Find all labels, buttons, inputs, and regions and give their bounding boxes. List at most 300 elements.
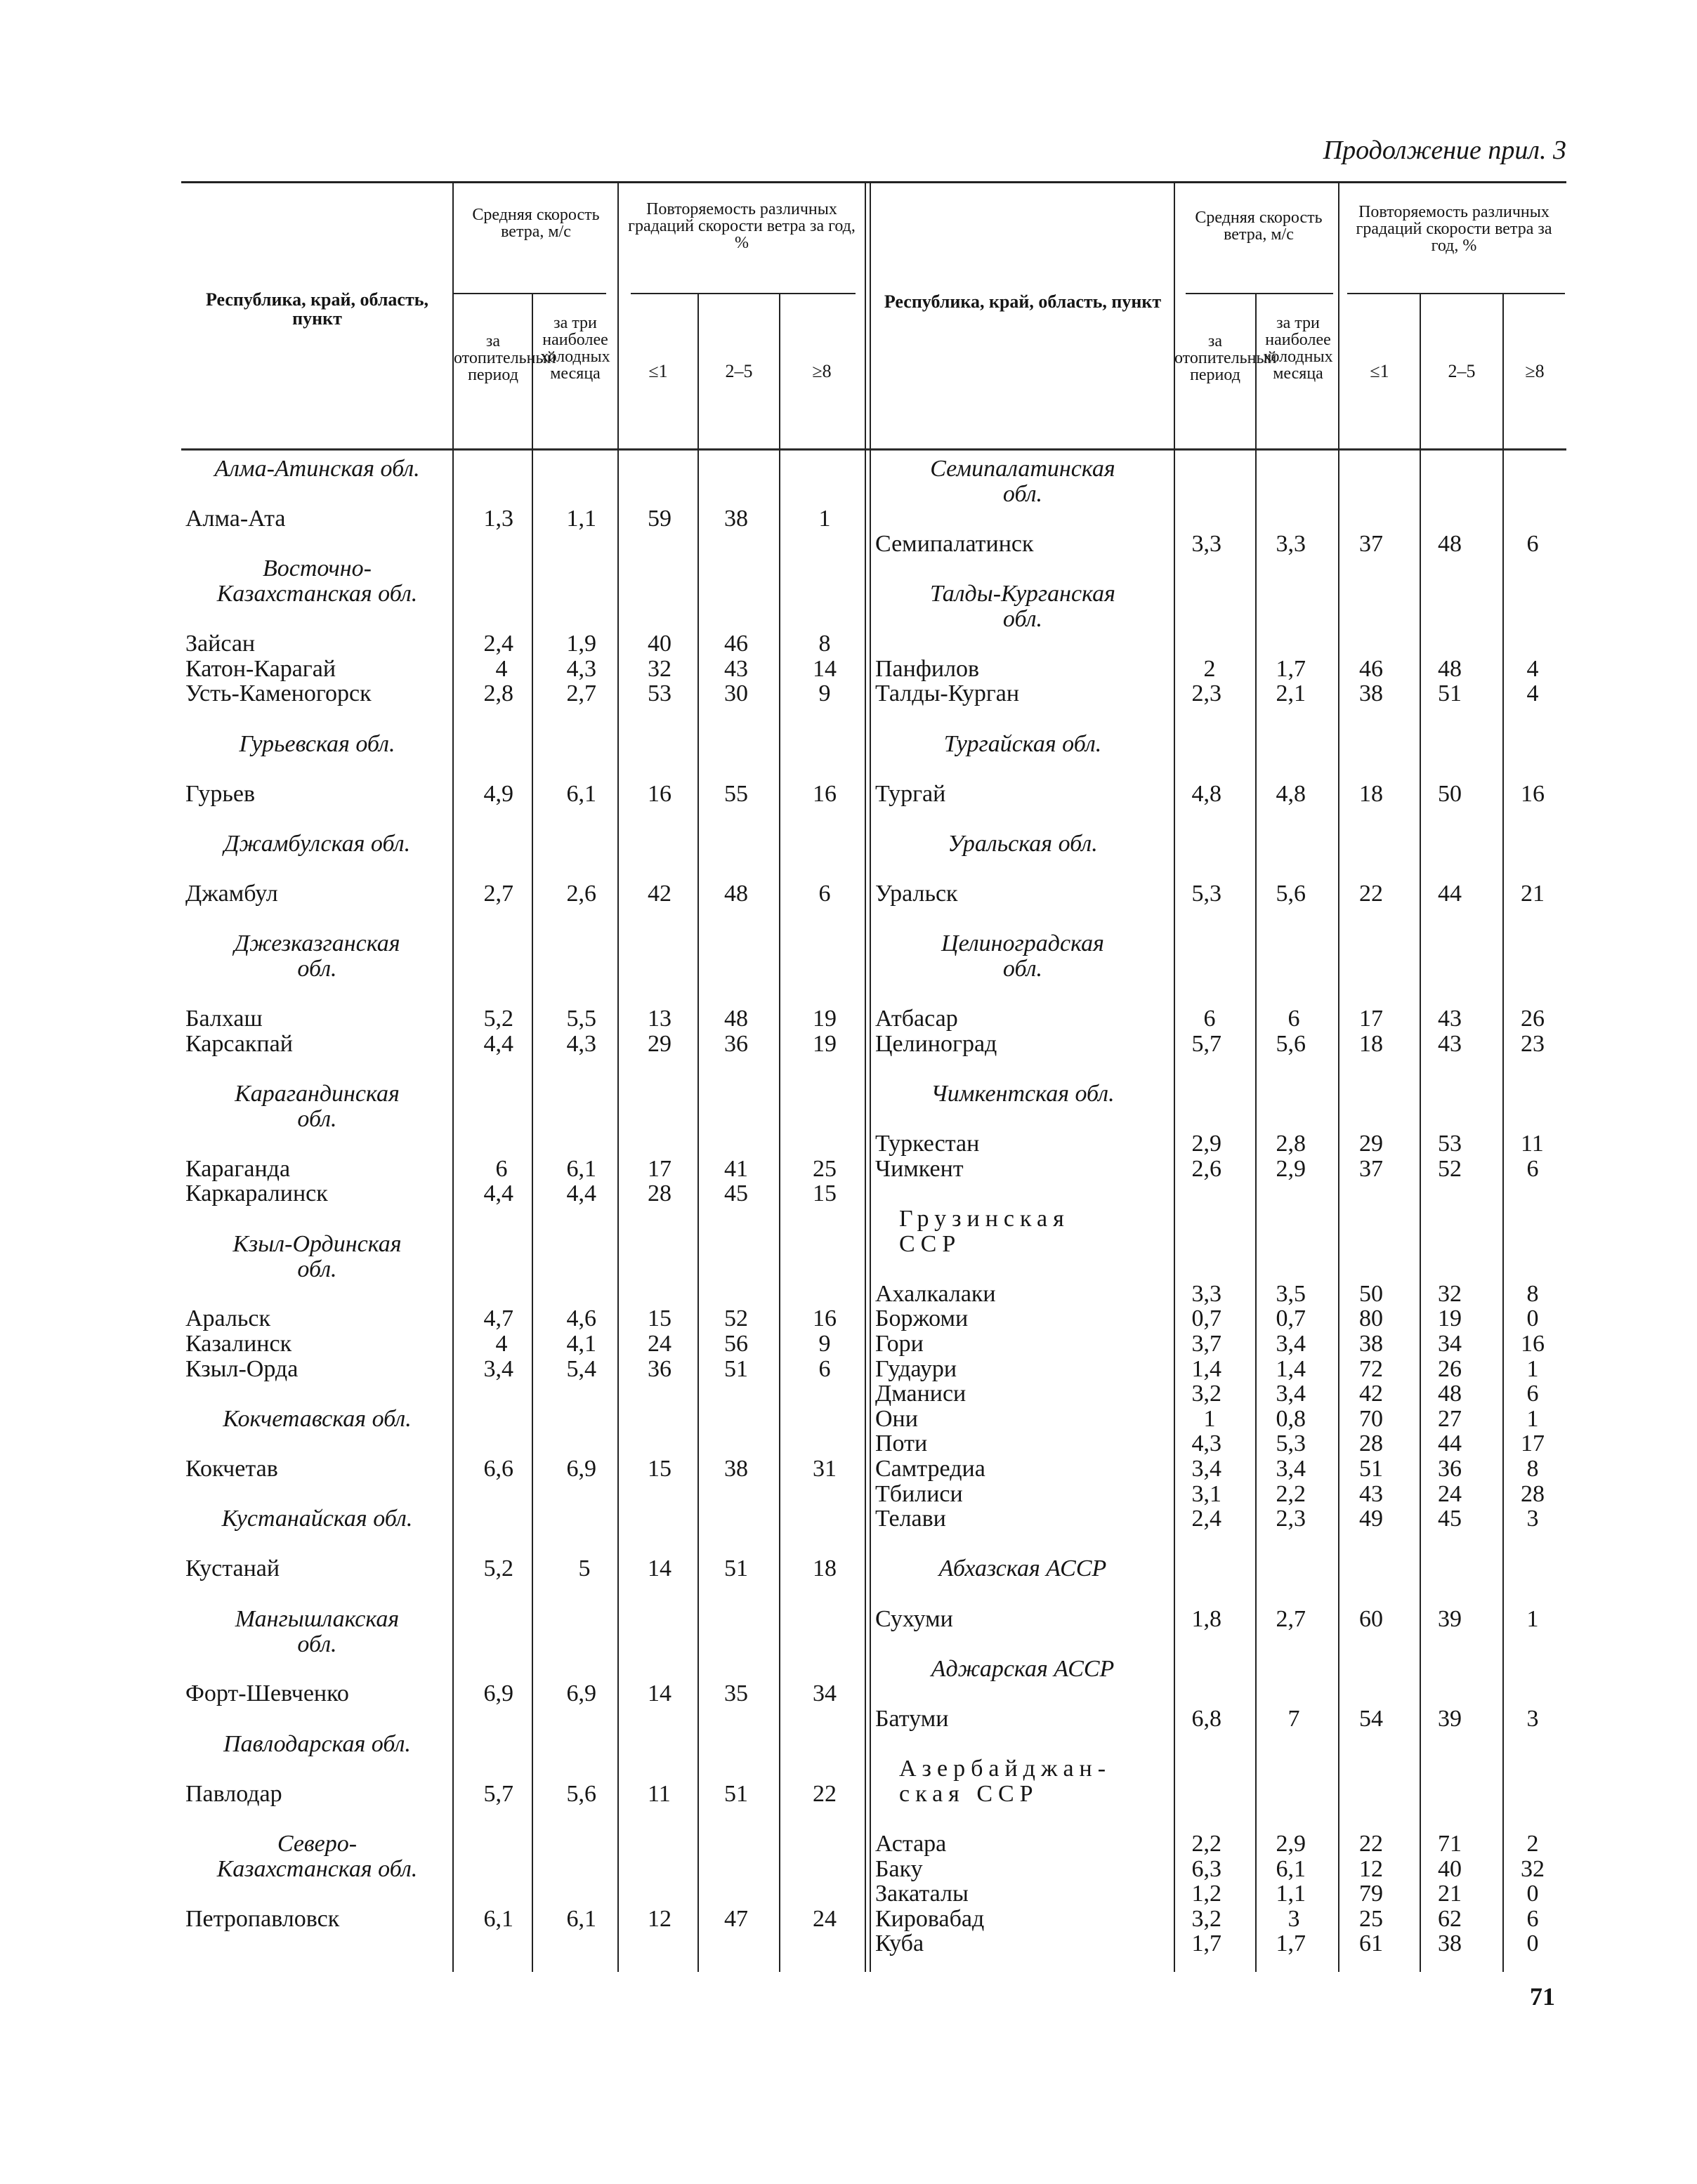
table-cell: 4 [495,1331,508,1357]
table-row [871,1006,1566,1032]
table-cell: 3,5 [1276,1280,1306,1307]
table-cell: 39 [1438,1706,1462,1732]
table-cell: 43 [724,655,748,682]
table-cell: 42 [648,881,671,907]
table-cell: 51 [724,1355,748,1382]
table-cell: 46 [724,631,748,657]
table-cell: 6 [1526,1905,1539,1932]
region-heading-line: Азербайджан- [899,1756,1112,1782]
table-cell: 2 [1526,1831,1539,1857]
region-heading [181,1081,453,1132]
table-cell: 18 [813,1555,837,1582]
table-cell: 1,8 [1191,1605,1221,1632]
table-cell: 48 [724,881,748,907]
region-heading-line: Кокчетавская обл. [223,1405,412,1432]
table-cell: 6,9 [483,1680,513,1707]
table-row [871,1331,1566,1357]
table-cell: 5,5 [566,1006,596,1032]
place-name: Батуми [875,1706,949,1732]
table-cell: 4,8 [1276,780,1306,807]
region-heading-line: Абхазская АССР [938,1555,1107,1582]
table-cell: 47 [724,1905,748,1932]
table-cell: 3 [1526,1706,1539,1732]
table-row [871,881,1566,907]
table-cell: 3 [1288,1905,1300,1932]
table-cell: 1,1 [1276,1881,1306,1907]
table-row [181,1357,863,1382]
region-heading-line: Алма-Атинская обл. [214,456,420,482]
table-cell: 6,9 [566,1456,596,1482]
table-cell: 25 [1359,1905,1383,1932]
place-name: Павлодар [185,1780,282,1807]
table-cell: 12 [648,1905,671,1932]
table-cell: 1 [818,506,831,532]
table-row [181,1157,863,1182]
place-name: Целиноград [875,1030,997,1057]
table-cell: 3,2 [1191,1381,1221,1407]
table-cell: 6 [818,881,831,907]
table-cell: 3,4 [483,1355,513,1382]
table-cell: 40 [1438,1855,1462,1882]
header-avg-speed: Средняя скорость ветра, м/с [1195,209,1323,244]
table-cell: 60 [1359,1605,1383,1632]
table-row [871,1881,1566,1907]
table-cell: 18 [1359,1030,1383,1057]
table-row [871,681,1566,706]
table-cell: 4,3 [1191,1430,1221,1457]
table-cell: 1 [1203,1405,1216,1432]
table-cell: 16 [813,1305,837,1332]
table-cell: 19 [813,1006,837,1032]
table-cell: 12 [1359,1855,1383,1882]
table-cell: 17 [1359,1006,1383,1032]
table-cell: 30 [724,680,748,707]
table-cell: 6,3 [1191,1855,1221,1882]
table-cell: 1,9 [566,631,596,657]
table-row [871,1456,1566,1482]
table-cell: 4,3 [566,655,596,682]
place-name: Гудаури [875,1355,957,1382]
table-cell: 2,8 [1276,1131,1306,1157]
place-name: Телави [875,1506,946,1532]
table-cell: 48 [1438,1381,1462,1407]
table-cell: 3,3 [1191,1280,1221,1307]
region-heading-line: Семипалатинская [930,456,1115,482]
table-cell: 15 [648,1305,671,1332]
table-cell: 35 [724,1680,748,1707]
header-repeat: Повторяемость различных градаций скорости ветра за год, % [1356,203,1552,255]
place-name: Дманиси [875,1381,967,1407]
table-cell: 45 [1438,1506,1462,1532]
table-cell: 6 [1203,1006,1216,1032]
table-row [181,1782,863,1807]
table-cell: 6,1 [566,1905,596,1932]
table-cell: 50 [1438,780,1462,807]
table-cell: 70 [1359,1405,1383,1432]
place-name: Кировабад [875,1905,985,1932]
place-name: Аральск [185,1305,271,1332]
table-cell: 22 [1359,881,1383,907]
table-cell: 2,3 [1191,680,1221,707]
region-heading-line: ССР [899,1231,962,1257]
table-cell: 38 [1359,1331,1383,1357]
place-name: Сухуми [875,1605,953,1632]
table-cell: 62 [1438,1905,1462,1932]
table-cell: 56 [724,1331,748,1357]
table-cell: 2 [1203,655,1216,682]
region-heading-line: Кзыл-Ординская [232,1230,402,1257]
region-heading [181,1607,453,1657]
table-cell: 3,4 [1276,1381,1306,1407]
page-number: 71 [1530,1982,1555,2011]
table-cell: 3,4 [1276,1456,1306,1482]
table-cell: 1,2 [1191,1881,1221,1907]
wind-table [181,181,1566,1972]
table-cell: 14 [648,1680,671,1707]
table-row [181,657,863,682]
place-name: Катон-Карагай [185,655,336,682]
table-cell: 5,6 [1276,881,1306,907]
table-cell: 5,4 [566,1355,596,1382]
place-name: Зайсан [185,631,256,657]
table-cell: 9 [818,1331,831,1357]
table-cell: 1 [1526,1355,1539,1382]
table-cell: 6 [495,1155,508,1182]
table-cell: 13 [648,1006,671,1032]
table-cell: 5,3 [1276,1430,1306,1457]
place-name: Гурьев [185,780,256,807]
table-cell: 25 [813,1155,837,1182]
region-heading [181,1407,453,1432]
region-heading [181,556,453,607]
table-row [181,1556,863,1581]
place-name: Уральск [875,881,958,907]
table-cell: 21 [1521,881,1545,907]
table-cell: 28 [1359,1430,1383,1457]
table-cell: 29 [648,1030,671,1057]
table-cell: 2,4 [1191,1506,1221,1532]
table-cell: 4,3 [566,1030,596,1057]
table-cell: 32 [1438,1280,1462,1307]
region-heading-line: обл. [1002,606,1043,632]
table-cell: 0 [1526,1930,1539,1957]
table-cell: 3,1 [1191,1480,1221,1507]
region-heading-line: Гурьевская обл. [239,730,395,757]
table-cell: 52 [724,1305,748,1332]
table-cell: 2,2 [1191,1831,1221,1857]
table-cell: 34 [813,1680,837,1707]
table-cell: 4,6 [566,1305,596,1332]
table-row [871,1857,1566,1882]
table-row [181,631,863,657]
table-cell: 5,6 [1276,1030,1306,1057]
table-cell: 32 [648,655,671,682]
table-row [871,1032,1566,1057]
table-cell: 43 [1438,1006,1462,1032]
table-cell: 16 [1521,780,1545,807]
table-row [181,881,863,907]
table-row [871,1931,1566,1956]
region-heading-line: Северо- [277,1831,358,1857]
region-heading-line: Карагандинская [235,1081,400,1107]
table-cell: 4,4 [483,1180,513,1207]
place-name: Балхаш [185,1006,263,1032]
region-heading [181,1232,453,1282]
table-cell: 38 [1359,680,1383,707]
table-cell: 3,7 [1191,1331,1221,1357]
table-cell: 36 [648,1355,671,1382]
table-cell: 29 [1359,1131,1383,1157]
table-cell: 53 [1438,1131,1462,1157]
table-cell: 5 [578,1555,591,1582]
table-row [181,1032,863,1057]
table-cell: 5,2 [483,1006,513,1032]
header-cold3: за три наиболее холодных месяца [540,314,610,383]
table-cell: 52 [1438,1155,1462,1182]
region-heading [899,1756,1174,1807]
place-name: Петропавловск [185,1905,340,1932]
table-cell: 0 [1526,1305,1539,1332]
table-row [871,1431,1566,1456]
region-heading-line: Казахстанская обл. [216,581,418,607]
region-heading-line: Тургайская обл. [943,730,1102,757]
table-cell: 49 [1359,1506,1383,1532]
table-row [871,1831,1566,1857]
place-name: Астара [875,1831,947,1857]
table-cell: 2,9 [1276,1155,1306,1182]
table-cell: 1,4 [1191,1355,1221,1382]
header-cold3: за три наиболее холодных месяца [1263,314,1333,383]
table-cell: 16 [813,780,837,807]
place-name: Гори [875,1331,924,1357]
region-heading [181,1831,453,1882]
region-heading-line: Казахстанская обл. [216,1856,418,1882]
table-cell: 5,3 [1191,881,1221,907]
table-cell: 53 [648,680,671,707]
table-cell: 6,6 [483,1456,513,1482]
table-cell: 2,6 [566,881,596,907]
region-heading [871,456,1174,507]
header-avg-speed: Средняя скорость ветра, м/с [472,206,600,241]
table-cell: 3,3 [1276,530,1306,557]
region-heading-line: Павлодарская обл. [223,1730,411,1757]
table-cell: 0,7 [1191,1305,1221,1332]
table-cell: 40 [648,631,671,657]
table-cell: 14 [813,655,837,682]
region-heading [871,732,1174,757]
table-cell: 3,4 [1191,1456,1221,1482]
region-heading-line: Кустанайская обл. [221,1506,413,1532]
table-cell: 32 [1521,1855,1545,1882]
table-cell: 6,8 [1191,1706,1221,1732]
table-cell: 55 [724,780,748,807]
table-row [181,1006,863,1032]
region-heading-line: обл. [297,1106,337,1132]
table-cell: 4,7 [483,1305,513,1332]
place-name: Алма-Ата [185,506,286,532]
table-cell: 28 [1521,1480,1545,1507]
table-cell: 5,2 [483,1555,513,1582]
table-cell: 17 [648,1155,671,1182]
table-cell: 39 [1438,1605,1462,1632]
place-name: Форт-Шевченко [185,1680,349,1707]
table-cell: 37 [1359,1155,1383,1182]
table-cell: 16 [648,780,671,807]
region-heading-line: обл. [297,1631,337,1657]
table-cell: 61 [1359,1930,1383,1957]
place-name: Каркаралинск [185,1180,328,1207]
table-cell: 59 [648,506,671,532]
table-cell: 51 [724,1555,748,1582]
region-heading-line: Аджарская АССР [931,1655,1115,1682]
table-row [181,1331,863,1357]
region-heading [871,931,1174,982]
table-cell: 2,4 [483,631,513,657]
place-name: Караганда [185,1155,291,1182]
table-cell: 51 [1438,680,1462,707]
header-name: Республика, край, область, пункт [884,291,1162,312]
table-cell: 24 [813,1905,837,1932]
table-cell: 1 [1526,1605,1539,1632]
place-name: Кзыл-Орда [185,1355,299,1382]
table-row [181,1181,863,1206]
region-heading [181,931,453,982]
region-heading [871,1556,1174,1581]
place-name: Туркестан [875,1131,980,1157]
place-name: Куба [875,1930,924,1957]
table-cell: 4 [1526,680,1539,707]
region-heading [899,1206,1174,1257]
region-heading-line: обл. [297,1256,337,1282]
table-cell: 36 [1438,1456,1462,1482]
table-cell: 17 [1521,1430,1545,1457]
table-cell: 2,6 [1191,1155,1221,1182]
table-cell: 22 [1359,1831,1383,1857]
table-cell: 3,3 [1191,530,1221,557]
place-name: Они [875,1405,918,1432]
table-cell: 37 [1359,530,1383,557]
place-name: Поти [875,1430,928,1457]
table-row [871,1907,1566,1932]
table-cell: 2,1 [1276,680,1306,707]
table-cell: 2,8 [483,680,513,707]
place-name: Самтредиа [875,1456,985,1482]
table-cell: 80 [1359,1305,1383,1332]
place-name: Кустанай [185,1555,280,1582]
table-cell: 11 [648,1780,671,1807]
table-cell: 2,3 [1276,1506,1306,1532]
table-cell: 1,7 [1276,1930,1306,1957]
table-row [871,1282,1566,1307]
table-row [871,1407,1566,1432]
header-heating: за отопительный период [454,332,556,384]
table-cell: 44 [1438,881,1462,907]
table-cell: 54 [1359,1706,1383,1732]
place-name: Чимкент [875,1155,964,1182]
table-cell: 9 [818,680,831,707]
table-cell: 46 [1359,655,1383,682]
header-g2: 2–5 [1448,361,1476,381]
table-cell: 6,1 [566,1155,596,1182]
table-row [181,782,863,807]
table-cell: 23 [1521,1030,1545,1057]
table-cell: 51 [1359,1456,1383,1482]
region-heading-line: Джамбулская обл. [223,831,411,857]
place-name: Панфилов [875,655,980,682]
table-cell: 1,4 [1276,1355,1306,1382]
table-cell: 1,1 [566,506,596,532]
table-cell: 4,9 [483,780,513,807]
place-name: Тбилиси [875,1480,963,1507]
table-cell: 3,4 [1276,1331,1306,1357]
table-cell: 43 [1359,1480,1383,1507]
table-cell: 0 [1526,1881,1539,1907]
table-cell: 27 [1438,1405,1462,1432]
place-name: Ахалкалаки [875,1280,996,1307]
table-row [181,506,863,532]
table-row [871,1157,1566,1182]
region-heading-line: обл. [297,956,337,982]
table-cell: 16 [1521,1331,1545,1357]
table-cell: 8 [1526,1456,1539,1482]
table-cell: 6 [818,1355,831,1382]
table-cell: 4,8 [1191,780,1221,807]
table-cell: 2,9 [1191,1131,1221,1157]
region-heading-line: обл. [1002,956,1043,982]
table-cell: 3,2 [1191,1905,1221,1932]
table-cell: 24 [648,1331,671,1357]
table-cell: 4 [495,655,508,682]
table-cell: 6,1 [483,1905,513,1932]
region-heading [871,581,1174,632]
table-row [871,1482,1566,1507]
table-row [871,1131,1566,1157]
table-cell: 4,4 [566,1180,596,1207]
place-name: Карсакпай [185,1030,293,1057]
table-cell: 5,7 [483,1780,513,1807]
region-heading-line: Восточно- [263,555,372,582]
place-name: Баку [875,1855,923,1882]
place-name: Талды-Курган [875,680,1020,707]
table-cell: 8 [818,631,831,657]
region-heading [181,456,453,482]
region-heading [181,831,453,857]
table-cell: 6 [1288,1006,1300,1032]
region-heading-line: Талды-Курганская [930,581,1115,607]
table-cell: 18 [1359,780,1383,807]
header-heating: за отопительный период [1174,332,1277,384]
table-row [871,1357,1566,1382]
table-cell: 48 [1438,655,1462,682]
table-cell: 22 [813,1780,837,1807]
header-g2: 2–5 [725,361,753,381]
table-cell: 38 [724,1456,748,1482]
table-cell: 5,7 [1191,1030,1221,1057]
region-heading [871,1081,1174,1107]
header-name: Республика, край, область, пункт [205,289,428,329]
table-row [871,657,1566,682]
region-heading [181,1506,453,1532]
table-cell: 24 [1438,1480,1462,1507]
region-heading [871,831,1174,857]
table-cell: 6,1 [1276,1855,1306,1882]
region-heading-line: Целиноградская [941,930,1104,957]
table-row [181,681,863,706]
table-cell: 28 [648,1180,671,1207]
place-name: Боржоми [875,1305,969,1332]
header-g3: ≥8 [1525,361,1545,381]
region-heading-line: Мангышлакская [235,1605,400,1632]
